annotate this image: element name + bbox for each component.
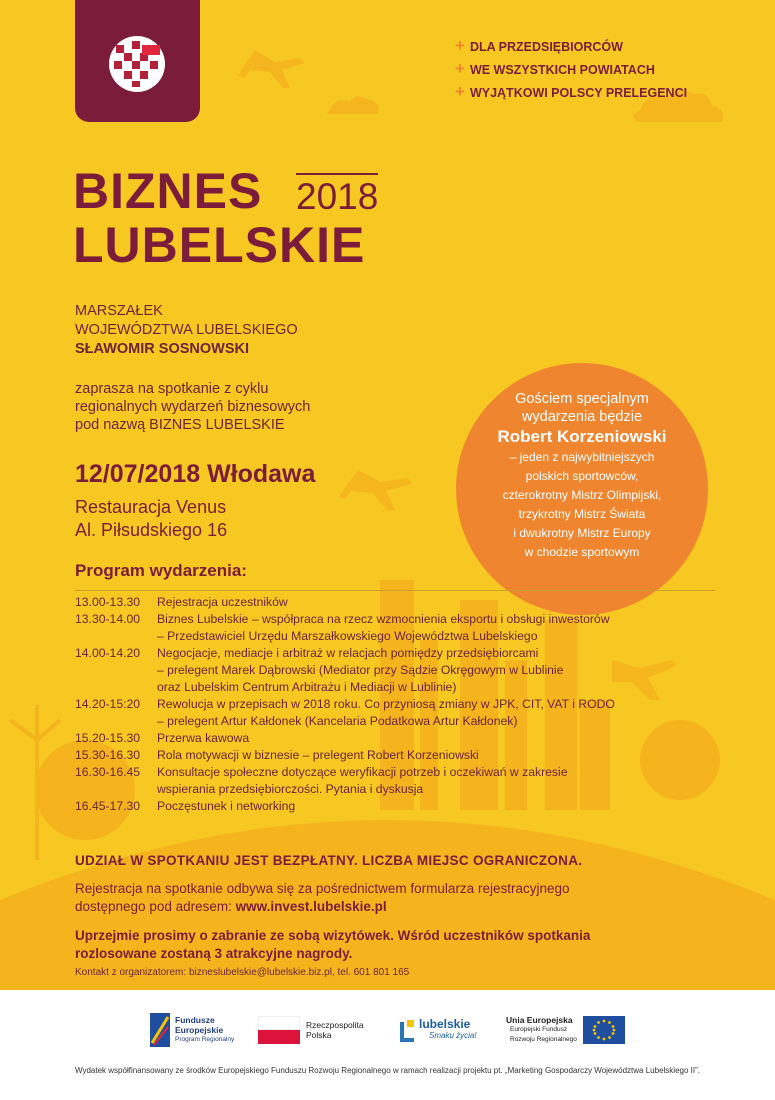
polish-flag-icon [258,1016,300,1044]
registration-info: Rejestracja na spotkanie odbywa się za pośrednictwem formularza rejestracyjnego dostępnego pod adresem: www.invest.lubelskie.pl [75,881,570,914]
program-row: 13.00-13.30 Rejestracja uczestników [75,595,288,609]
program-row: 15.20-15.30 Przerwa kawowa [75,731,250,745]
funding-note: Wydatek współfinansowany ze środków Europejskiego Funduszu Rozwoju Regionalnego w ramach realizacji projektu pt. „Marketing Gospodarczy Województwa Lubelskiego II”. [75,1066,700,1075]
plus-icon: + [455,82,465,101]
title-year: 2018 [296,173,378,217]
lubelskie-icon [400,1018,416,1042]
feature-item: + WE WSZYSTKICH POWIATACH [455,59,655,78]
program-list [75,590,725,815]
program-row: 15.30-16.30 Rola motywacji w biznesie – prelegent Robert Korzeniowski [75,748,479,762]
globe-logo-icon [104,33,170,95]
fundusze-europejskie-icon [150,1013,170,1047]
invitation-text: zaprasza na spotkanie z cyklu regionalnych wydarzeń biznesowych pod nazwą BIZNES LUBELSKIE [75,381,311,433]
host-name: SŁAWOMIR SOSNOWSKI [75,341,249,357]
logo-tab [75,0,200,122]
free-participation-note: UDZIAŁ W SPOTKANIU JEST BEZPŁATNY. LICZBA MIEJSC OGRANICZONA. [75,853,583,868]
feature-item: + WYJĄTKOWI POLSCY PRELEGENCI [455,82,688,101]
program-row: 14.20-15:20 Rewolucja w przepisach w 2018 roku. Co przyniosą zmiany w JPK, CIT, VAT i RODO – prelegent Artur Kałdonek (Kancelaria Podatkowa Artur Kałdonek) [75,697,615,728]
program-row: 16.45-17.30 Poczęstunek i networking [75,799,296,813]
feature-item: + DLA PRZEDSIĘBIORCÓW [455,36,623,55]
program-row: 14.00-14.20 Negocjacje, mediacje i arbitraż w relacjach pomiędzy przedsiębiorcami – prelegent Marek Dąbrowski (Mediator przy Sądzie Okręgowym w Lublinie oraz Lubelskim Centrum Arbitrażu i Mediacji w Lublinie) [75,646,564,694]
eu-flag-icon [583,1016,625,1044]
guest-bio: – jeden z najwybitniejszych polskich sportowców, czterokrotny Mistrz Olimpijski, trzykrotny Mistrz Świata i dwukrotny Mistrz Europy w chodzie sportowym [502,450,662,559]
divider [75,590,715,591]
feature-list [455,36,687,105]
host-block: MARSZAŁEK WOJEWÓDZTWA LUBELSKIEGO SŁAWOMIR SOSNOWSKI [75,303,298,357]
unia-europejska-logo: Unia Europejska Europejski Fundusz Rozwoju Regionalnego [506,1005,625,1055]
special-guest-circle: Gościem specjalnym wydarzenia będzie Robert Korzeniowski – jeden z najwybitniejszych polskich sportowców, czterokrotny Mistrz Olimpijski, trzykrotny Mistrz Świata i dwukrotny Mistrz Europy w chodzie sportowym [456,363,708,615]
fundusze-europejskie-logo: Fundusze Europejskie Program Regionalny [150,1005,234,1055]
venue-address: Al. Piłsudskiego 16 [75,520,228,540]
event-date-place: 12/07/2018 Włodawa [75,460,316,488]
business-cards-note: Uprzejmie prosimy o zabranie ze sobą wizytówek. Wśród uczestników spotkania rozlosowane zostaną 3 atrakcyjne nagrody. [75,928,591,961]
footer-logos [0,1005,775,1060]
title-biznes: BIZNES [73,163,263,219]
registration-link[interactable]: www.invest.lubelskie.pl [235,899,387,914]
program-row: 13.30-14.00 Biznes Lubelskie – współpraca na rzecz wzmocnienia eksportu i obsługi inwestorów – Przedstawiciel Urzędu Marszałkowskiego Województwa Lubelskiego [75,612,610,643]
title-lubelskie: LUBELSKIE [73,217,366,273]
guest-name: Robert Korzeniowski [497,427,667,446]
program-title: Program wydarzenia: [75,561,247,580]
venue-name: Restauracja Venus [75,497,227,517]
contact-info: Kontakt z organizatorem: bizneslubelskie@lubelskie.biz.pl, tel. 601 801 165 [75,967,410,978]
program-row: 16.30-16.45 Konsultacje społeczne dotyczące weryfikacji potrzeb i oczekiwań w zakresie wspierania przedsiębiorczości. Pytania i dyskusja [75,765,568,796]
plus-icon: + [455,59,465,78]
plus-icon: + [455,36,465,55]
lubelskie-logo: lubelskie Smaku życia! [400,1005,477,1055]
venue-block [75,496,227,542]
rzeczpospolita-polska-logo: Rzeczpospolita Polska [258,1005,364,1055]
